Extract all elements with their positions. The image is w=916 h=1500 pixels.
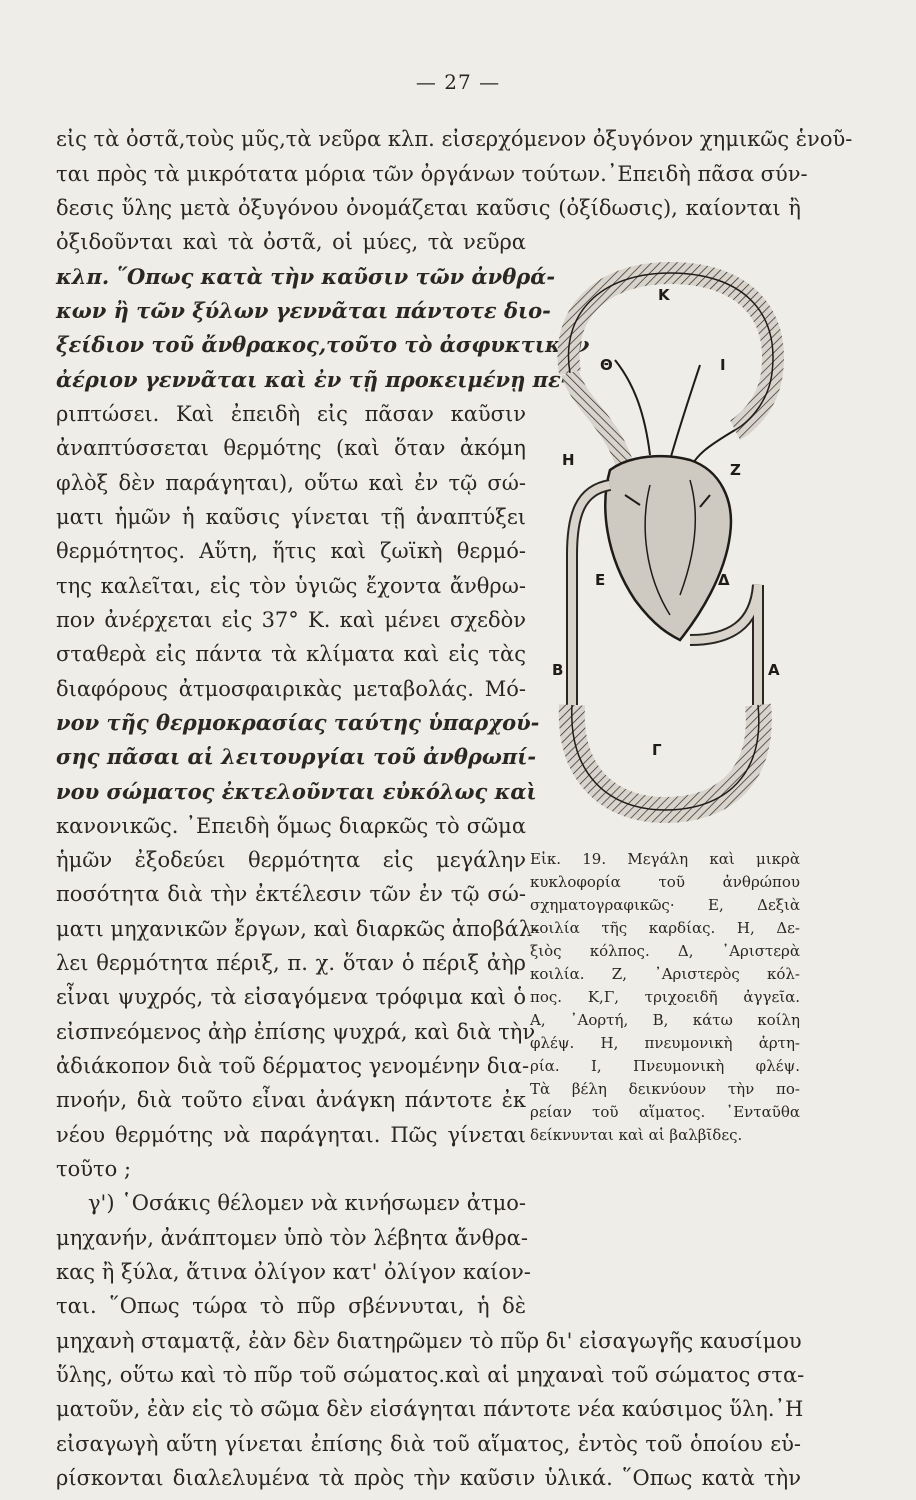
label-gamma: Γ <box>652 741 662 759</box>
label-iota: Ι <box>720 356 726 374</box>
text-line: ποσότητα διὰ τὴν ἐκτέλεσιν τῶν ἐν τῷ σώ- <box>56 882 526 906</box>
page-number: — 27 — <box>415 70 501 94</box>
text-line: ξείδιον τοῦ ἄνθρακος,τοῦτο τὸ ἀσφυκτικὸν <box>56 332 590 357</box>
systemic-capillary-loop <box>572 705 759 810</box>
caption-line: ρείαν τοῦ αἵματος. ᾿Ενταῦθα <box>530 1103 800 1121</box>
text-line: εἰσαγωγὴ αὕτη γίνεται ἐπίσης διὰ τοῦ αἵματος, ἐντὸς τοῦ ὁποίου εὑ- <box>56 1432 801 1456</box>
label-kappa: Κ <box>658 286 670 304</box>
label-theta: Θ <box>600 356 613 374</box>
text-line: δεσις ὕλης μετὰ ὀξυγόνου ὀνομάζεται καῦσις (ὀξίδωσις), καίονται ἢ <box>56 196 801 220</box>
text-line: κων ἢ τῶν ξύλων γεννᾶται πάντοτε διο- <box>56 298 551 323</box>
text-line: λει θερμότητα πέριξ, π. χ. ὅταν ὁ πέριξ ἀὴρ <box>56 951 526 975</box>
caption-line: Α, ᾿Αορτή, Β, κάτω κοίλη <box>530 1011 800 1029</box>
text-line: ται. ῞Οπως τώρα τὸ πῦρ σβέννυται, ἡ δὲ <box>56 1294 526 1318</box>
text-line: νέου θερμότης νὰ παράγηται. Πῶς γίνεται <box>56 1123 526 1147</box>
text-line: εἶναι ψυχρός, τὰ εἰσαγόμενα τρόφιμα καὶ ὁ <box>56 985 526 1009</box>
text-line: της καλεῖται, εἰς τὸν ὑγιῶς ἔχοντα ἄνθρω- <box>56 574 526 598</box>
text-line: ὀξιδοῦνται καὶ τὰ ὀστᾶ, οἱ μύες, τὰ νεῦρα <box>56 230 526 254</box>
text-line: ἡμῶν ἐξοδεύει θερμότητα εἰς μεγάλην <box>56 848 526 872</box>
text-line: ματι ἡμῶν ἡ καῦσις γίνεται τῇ ἀναπτύξει <box>56 505 526 529</box>
figure-caption <box>530 848 800 1147</box>
text-line: θερμότητος. Αὕτη, ἥτις καὶ ζωϊκὴ θερμό- <box>56 539 526 563</box>
label-epsilon: Ε <box>595 571 606 589</box>
text-line: σης πᾶσαι αἱ λειτουργίαι τοῦ ἀνθρωπί- <box>56 744 537 769</box>
caption-line: σχηματογραφικῶς· Ε, Δεξιὰ <box>530 896 800 914</box>
label-zeta: Ζ <box>730 461 741 479</box>
caption-line: πος. Κ,Γ, τριχοειδῆ ἀγγεῖα. <box>530 988 800 1006</box>
text-line: ριπτώσει. Καὶ ἐπειδὴ εἰς πᾶσαν καῦσιν <box>56 402 526 426</box>
caption-line: κυκλοφορία τοῦ ἀνθρώπου <box>530 873 800 891</box>
circulation-diagram <box>540 255 795 845</box>
text-line: κλπ. ῞Οπως κατὰ τὴν καῦσιν τῶν ἀνθρά- <box>56 264 556 289</box>
label-eta: Η <box>562 451 575 469</box>
text-line: σταθερὰ εἰς πάντα τὰ κλίματα καὶ εἰς τὰς <box>56 642 526 666</box>
text-line: ται πρὸς τὰ μικρότατα μόρια τῶν ὀργάνων τούτων.᾿Επειδὴ πᾶσα σύν- <box>56 162 808 186</box>
text-line: εἰς τὰ ὀστᾶ,τοὺς μῦς,τὰ νεῦρα κλπ. εἰσερχόμενον ὀξυγόνον χημικῶς ἑνοῦ- <box>56 127 853 151</box>
text-line: ἀναπτύσσεται θερμότης (καὶ ὅταν ἀκόμη <box>56 436 526 460</box>
text-line: κας ἢ ξύλα, ἅτινα ὀλίγον κατ' ὀλίγον καίον- <box>56 1260 531 1284</box>
text-line: πνοήν, διὰ τοῦτο εἶναι ἀνάγκη πάντοτε ἐκ <box>56 1088 526 1112</box>
text-line: φλὸξ δὲν παράγηται), οὕτω καὶ ἐν τῷ σώ- <box>56 471 526 495</box>
text-line: ὕλης, οὕτω καὶ τὸ πῦρ τοῦ σώματος.καὶ αἱ μηχαναὶ τοῦ σώματος στα- <box>56 1363 805 1387</box>
text-line: πον ἀνέρχεται εἰς 37° Κ. καὶ μένει σχεδὸν <box>56 608 526 632</box>
text-line: διαφόρους ἀτμοσφαιρικὰς μεταβολάς. Μό- <box>56 677 526 701</box>
label-beta: Β <box>552 661 564 679</box>
caption-line: κοιλία. Ζ, ᾿Αριστερὸς κόλ- <box>530 965 800 983</box>
text-line: ματι μηχανικῶν ἔργων, καὶ διαρκῶς ἀποβάλ- <box>56 917 540 941</box>
caption-line: ξιὸς κόλπος. Δ, ᾿Αριστερὰ <box>530 942 800 960</box>
text-line: ματοῦν, ἐὰν εἰς τὸ σῶμα δὲν εἰσάγηται πάντοτε νέα καύσιμος ὕλη.᾿Η <box>56 1397 804 1421</box>
text-line: γ') ῾Οσάκις θέλομεν νὰ κινήσωμεν ἀτμο- <box>88 1191 526 1215</box>
caption-line: κοιλία τῆς καρδίας. Η, Δε- <box>530 919 800 937</box>
text-line: μηχανὴ σταματᾷ, ἐὰν δὲν διατηρῶμεν τὸ πῦρ δι' εἰσαγωγῆς καυσίμου <box>56 1329 802 1353</box>
caption-line: Τὰ βέλη δεικνύουν τὴν πο- <box>530 1080 800 1098</box>
label-alpha: Α <box>768 661 780 679</box>
text-line: εἰσπνεόμενος ἀὴρ ἐπίσης ψυχρά, καὶ διὰ τὴν <box>56 1020 536 1044</box>
caption-line: Εἰκ. 19. Μεγάλη καὶ μικρὰ <box>530 850 800 868</box>
text-line: ρίσκονται διαλελυμένα τὰ πρὸς τὴν καῦσιν ὑλικά. ῞Οπως κατὰ τὴν <box>56 1466 801 1490</box>
caption-line: φλέψ. Η, πνευμονικὴ ἀρτη- <box>530 1034 800 1052</box>
text-line: ἀέριον γεννᾶται καὶ ἐν τῇ προκειμένῃ πε- <box>56 367 570 392</box>
text-line: νου σώματος ἐκτελοῦνται εὐκόλως καὶ <box>56 779 537 804</box>
text-line: νον τῆς θερμοκρασίας ταύτης ὑπαρχού- <box>56 710 540 735</box>
text-line: μηχανήν, ἀνάπτομεν ὑπὸ τὸν λέβητα ἄνθρα- <box>56 1226 528 1250</box>
text-line: τοῦτο ; <box>56 1157 132 1181</box>
caption-line: δείκνυνται καὶ αἱ βαλβῖδες. <box>530 1126 743 1144</box>
text-line: ἀδιάκοπον διὰ τοῦ δέρματος γενομένην δια- <box>56 1054 530 1078</box>
label-delta: Δ <box>718 571 730 589</box>
caption-line: ρία. Ι, Πνευμονικὴ φλέψ. <box>530 1057 800 1075</box>
pulmonary-vessel <box>570 373 625 465</box>
text-line: κανονικῶς. ᾿Επειδὴ ὅμως διαρκῶς τὸ σῶμα <box>56 814 526 838</box>
